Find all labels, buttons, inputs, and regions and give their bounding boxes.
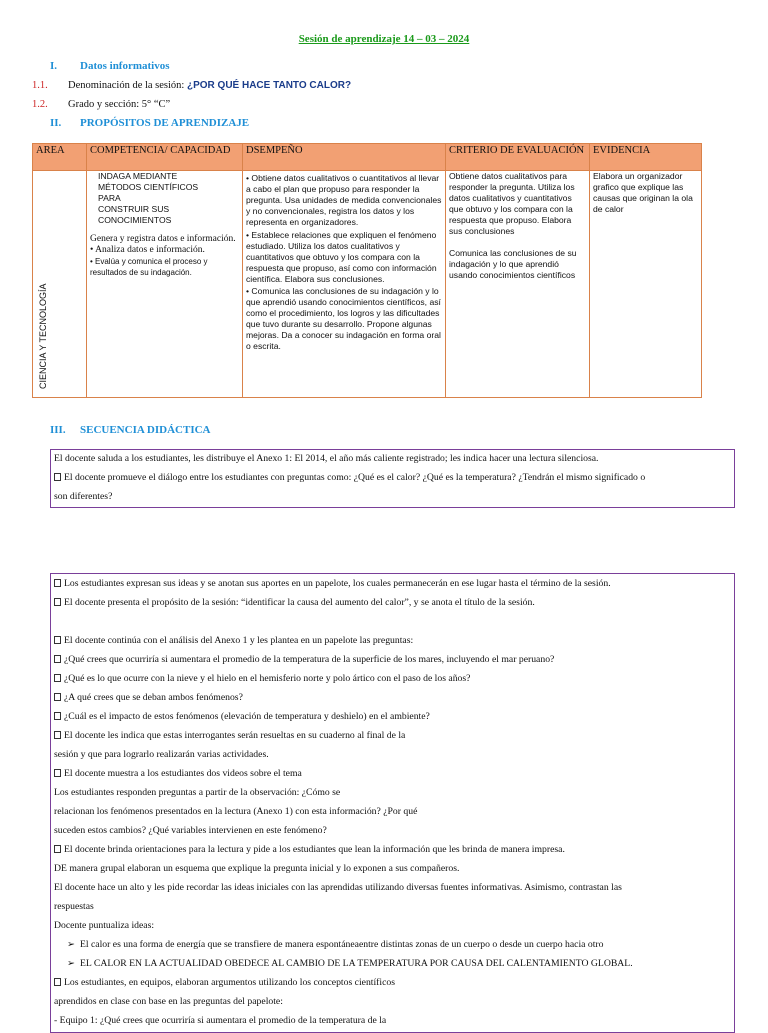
capacidad-3: • Evalúa y comunica el proceso y resultados de su indagación.	[90, 257, 208, 277]
document-title: Sesión de aprendizaje 14 – 03 – 2024	[298, 33, 470, 45]
box2-line: Los estudiantes responden preguntas a partir de la observación: ¿Cómo se	[54, 787, 341, 798]
box2-line: relacionan los fenómenos presentados en la lectura (Anexo 1) con esta información? ¿Por qué	[54, 806, 418, 817]
box2-line: Docente puntualiza ideas:	[54, 920, 155, 931]
box2-line: ¿Cuál es el impacto de estos fenómenos (elevación de temperatura y deshielo) en el ambiente?	[51, 707, 734, 726]
criterio-cell	[446, 171, 590, 398]
header-criterio: CRITERIO DE EVALUACIÓN	[446, 144, 590, 171]
box1-line-1: El docente saluda a los estudiantes, les distribuye el Anexo 1: El 2014, el año más caliente registrado; les indica hacer una lectura silenciosa.	[54, 453, 599, 464]
checkbox-icon	[54, 473, 61, 481]
capacidad-1: Genera y registra datos e información.	[90, 234, 236, 244]
section-2-label: PROPÓSITOS DE APRENDIZAJE	[80, 117, 250, 129]
desempeno-cell	[243, 171, 446, 398]
box2-bullet: ➢ EL CALOR EN LA ACTUALIDAD OBEDECE AL CAMBIO DE LA TEMPERATURA POR CAUSA DEL CALENTAMIENTO GLOBAL.	[67, 958, 633, 969]
section-3-heading	[50, 424, 211, 436]
box2-line: El docente les indica que estas interrogantes serán resueltas en su cuaderno al final de la	[51, 726, 734, 745]
box2-line: El docente brinda orientaciones para la lectura y pide a los estudiantes que lean la información que les brinda de manera impresa.	[51, 840, 734, 859]
evidencia-text: Elabora un organizador grafico que explique las causas que originan la ola de calor	[593, 171, 693, 214]
header-evidencia: EVIDENCIA	[590, 144, 702, 171]
checkbox-icon	[54, 731, 61, 739]
box2-line: Los estudiantes expresan sus ideas y se anotan sus aportes en un papelote, los cuales permanecerán en ese lugar hasta el término de la sesión.	[51, 574, 734, 593]
checkbox-icon	[54, 978, 61, 986]
checkbox-icon	[54, 712, 61, 720]
box2-bullet: ➢ El calor es una forma de energía que se transfiere de manera espontáneaentre distintas zonas de un cuerpo o desde un cuerpo hacia otro	[67, 939, 604, 950]
box2-line: ¿Qué es lo que ocurre con la nieve y el hielo en el hemisferio norte y polo ártico con el paso de los años?	[51, 669, 734, 688]
box2-line: ¿A qué crees que se deban ambos fenómenos?	[51, 688, 734, 707]
sequence-box-development	[50, 573, 735, 1033]
box2-line: aprendidos en clase con base en las preguntas del papelote:	[54, 996, 283, 1007]
box2-line: DE manera grupal elaboran un esquema que explique la pregunta inicial y lo exponen a sus compañeros.	[54, 863, 460, 874]
competencia-line: CONOCIMIENTOS	[98, 215, 172, 225]
table-header-row	[33, 144, 702, 171]
desempeno-2: • Establece relaciones que expliquen el fenómeno estudiado. Utiliza los datos cualitativos y cuantitativos que obtuvo y los compara con la respuesta que propuso, así como con información científica. Elabora sus conclusiones.	[246, 230, 437, 284]
box2-line: El docente hace un alto y les pide recordar las ideas iniciales con las aprendidas utilizando diversas fuentes informativas. Asimismo, contrastan las	[54, 882, 622, 893]
competencia-cell	[87, 171, 243, 398]
section-1-number: I.	[50, 60, 58, 72]
box2-line: Los estudiantes, en equipos, elaboran argumentos utilizando los conceptos científicos	[51, 973, 734, 992]
box2-line: suceden estos cambios? ¿Qué variables intervienen en este fenómeno?	[54, 825, 327, 836]
info-1-label: Denominación de la sesión:	[68, 80, 185, 91]
competencia-line: INDAGA MEDIANTE	[98, 171, 178, 181]
checkbox-icon	[54, 655, 61, 663]
info-1-number: 1.1.	[32, 80, 48, 91]
competencia-title	[90, 171, 239, 226]
capacidad-2: • Analiza datos e información.	[90, 245, 205, 255]
competencia-line: MÉTODOS CIENTÍFICOS	[98, 182, 199, 192]
section-1-label: Datos informativos	[80, 60, 170, 72]
session-name: ¿POR QUÉ HACE TANTO CALOR?	[186, 80, 352, 91]
arrow-bullet-icon: ➢	[67, 958, 76, 969]
box2-line: El docente muestra a los estudiantes dos videos sobre el tema	[51, 764, 734, 783]
box1-line-2: El docente promueve el diálogo entre los estudiantes con preguntas como: ¿Qué es el calor? ¿Qué es la temperatura? ¿Tendrán el mismo significado o	[51, 467, 734, 488]
competencia-line: PARA	[98, 193, 121, 203]
section-1-heading	[50, 60, 170, 72]
evidencia-cell	[590, 171, 702, 398]
box1-line-3: son diferentes?	[54, 491, 113, 502]
header-competencia: COMPETENCIA/ CAPACIDAD	[87, 144, 243, 171]
checkbox-icon	[54, 693, 61, 701]
checkbox-icon	[54, 674, 61, 682]
info-row-2	[32, 99, 170, 110]
arrow-bullet-icon: ➢	[67, 939, 76, 950]
info-2-number: 1.2.	[32, 99, 48, 110]
checkbox-icon	[54, 636, 61, 644]
section-2-number: II.	[50, 117, 62, 129]
box2-line: El docente continúa con el análisis del Anexo 1 y les plantea en un papelote las preguntas:	[51, 631, 734, 650]
competencia-line: CONSTRUIR SUS	[98, 204, 170, 214]
criterio-1: Obtiene datos cualitativos para responder la pregunta. Utiliza los datos cualitativos y cuantitativos que obtuvo y los compara con la respuesta que propuso. Elabora sus conclusiones	[449, 171, 575, 236]
checkbox-icon	[54, 598, 61, 606]
learning-purposes-table	[32, 143, 702, 398]
header-area: AREA	[33, 144, 87, 171]
box2-line: sesión y que para lograrlo realizarán varias actividades.	[54, 749, 269, 760]
info-row-1	[32, 80, 351, 91]
checkbox-icon	[54, 845, 61, 853]
table-row	[33, 171, 702, 398]
section-3-number: III.	[50, 424, 66, 436]
box2-blank-line	[51, 612, 734, 631]
checkbox-icon	[54, 769, 61, 777]
area-cell	[33, 171, 87, 398]
desempeno-3: • Comunica las conclusiones de su indagación y lo que aprendió usando conocimientos científicos, así como el procedimiento, los logros y las dificultades que tuvo durante su desarrollo. Propone algunas mejoras. Da a conocer su indagación en forma oral o escrita.	[246, 286, 441, 351]
area-label: CIENCIA Y TECNOLOGÍA	[38, 283, 48, 389]
box2-line: ¿Qué crees que ocurriría si aumentara el promedio de la temperatura de la superficie de los mares, incluyendo el mar peruano?	[51, 650, 734, 669]
section-3-label: SECUENCIA DIDÁCTICA	[80, 424, 211, 436]
desempeno-1: • Obtiene datos cualitativos o cuantitativos al llevar a cabo el plan que propuso para responder la pregunta. Usa unidades de medida convencionales y no convencionales, registra los datos y los representa en organizadores.	[246, 173, 442, 227]
box2-line: - Equipo 1: ¿Qué crees que ocurriría si aumentara el promedio de la temperatura de la	[54, 1015, 387, 1026]
criterio-2: Comunica las conclusiones de su indagación y lo que aprendió usando conocimientos científicos	[449, 248, 577, 280]
box2-line: respuestas	[54, 901, 94, 912]
sequence-box-start	[50, 449, 735, 508]
info-2-label: Grado y sección: 5° “C”	[68, 99, 171, 110]
header-desempeno: DSEMPEÑO	[243, 144, 446, 171]
checkbox-icon	[54, 579, 61, 587]
box2-line: El docente presenta el propósito de la sesión: “identificar la causa del aumento del calor”, y se anota el título de la sesión.	[51, 593, 734, 612]
section-2-heading	[50, 117, 249, 129]
